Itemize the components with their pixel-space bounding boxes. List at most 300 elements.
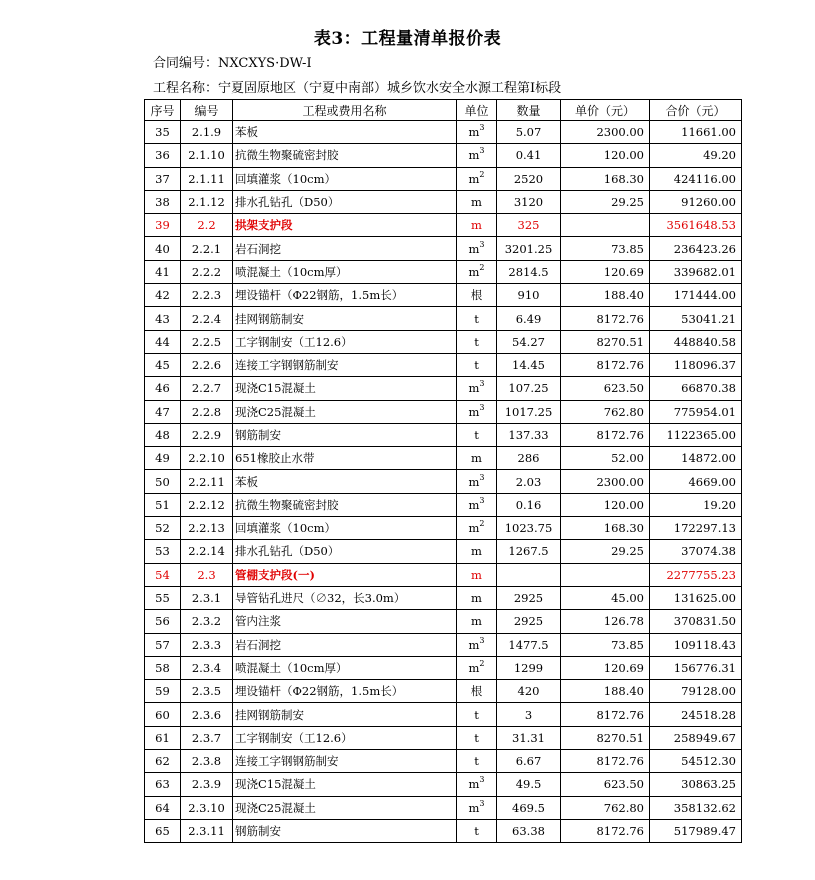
row-unit-price: 8270.51 bbox=[561, 726, 650, 749]
row-seq: 61 bbox=[145, 726, 181, 749]
row-seq: 37 bbox=[145, 167, 181, 190]
unit-label: m bbox=[471, 218, 482, 233]
row-quantity: 3201.25 bbox=[497, 237, 561, 260]
row-unit-price: 120.00 bbox=[561, 493, 650, 516]
row-seq: 38 bbox=[145, 190, 181, 213]
row-unit bbox=[457, 656, 497, 679]
unit-label: 根 bbox=[470, 684, 483, 699]
row-name: 管内注浆 bbox=[233, 610, 457, 633]
row-unit bbox=[457, 447, 497, 470]
row-total: 3561648.53 bbox=[650, 214, 742, 237]
row-unit bbox=[457, 330, 497, 353]
table-row bbox=[145, 237, 742, 260]
row-total: 79128.00 bbox=[650, 680, 742, 703]
table-row bbox=[145, 633, 742, 656]
contract-number: 合同编号：NXCXYS·DW-Ⅰ bbox=[153, 56, 312, 71]
row-total: 91260.00 bbox=[650, 190, 742, 213]
row-total: 109118.43 bbox=[650, 633, 742, 656]
row-unit-price: 29.25 bbox=[561, 540, 650, 563]
row-unit bbox=[457, 190, 497, 213]
row-unit-price: 168.30 bbox=[561, 517, 650, 540]
row-quantity: 1299 bbox=[497, 656, 561, 679]
row-code: 2.2.1 bbox=[181, 237, 233, 260]
row-code: 2.2.10 bbox=[181, 447, 233, 470]
row-unit-price: 73.85 bbox=[561, 633, 650, 656]
table-row bbox=[145, 750, 742, 773]
row-name: 苯板 bbox=[233, 121, 457, 144]
row-quantity: 5.07 bbox=[497, 121, 561, 144]
row-seq: 59 bbox=[145, 680, 181, 703]
row-unit-price: 8270.51 bbox=[561, 330, 650, 353]
unit-exponent: 3 bbox=[479, 775, 485, 785]
row-quantity: 3 bbox=[497, 703, 561, 726]
row-name: 埋设锚杆（Φ22钢筋，1.5m长） bbox=[233, 284, 457, 307]
unit-label: m bbox=[468, 660, 480, 675]
column-header-name: 工程或费用名称 bbox=[233, 100, 457, 121]
table-row bbox=[145, 307, 742, 330]
row-seq: 36 bbox=[145, 144, 181, 167]
row-code: 2.3.11 bbox=[181, 819, 233, 842]
row-seq: 54 bbox=[145, 563, 181, 586]
row-unit bbox=[457, 470, 497, 493]
table-row bbox=[145, 493, 742, 516]
row-seq: 57 bbox=[145, 633, 181, 656]
row-quantity: 910 bbox=[497, 284, 561, 307]
row-seq: 41 bbox=[145, 260, 181, 283]
table-row bbox=[145, 284, 742, 307]
unit-label: m bbox=[471, 195, 482, 210]
unit-label: m bbox=[468, 521, 480, 536]
row-code: 2.3.10 bbox=[181, 796, 233, 819]
row-unit-price: 762.80 bbox=[561, 400, 650, 423]
row-code: 2.2.4 bbox=[181, 307, 233, 330]
row-quantity: 2814.5 bbox=[497, 260, 561, 283]
row-quantity: 63.38 bbox=[497, 819, 561, 842]
row-seq: 53 bbox=[145, 540, 181, 563]
unit-label: m bbox=[468, 171, 480, 186]
bill-of-quantities-table bbox=[144, 99, 742, 843]
table-section-row bbox=[145, 563, 742, 586]
unit-label: m bbox=[468, 264, 480, 279]
row-name: 现浇C25混凝土 bbox=[233, 796, 457, 819]
row-unit-price: 188.40 bbox=[561, 284, 650, 307]
table-header-row bbox=[145, 100, 742, 121]
table-row bbox=[145, 796, 742, 819]
row-name: 现浇C15混凝土 bbox=[233, 377, 457, 400]
row-total: 49.20 bbox=[650, 144, 742, 167]
unit-label: m bbox=[468, 381, 480, 396]
row-unit bbox=[457, 586, 497, 609]
unit-label: m bbox=[471, 451, 482, 466]
unit-label: m bbox=[468, 474, 480, 489]
row-total: 448840.58 bbox=[650, 330, 742, 353]
row-name: 回填灌浆（10cm） bbox=[233, 167, 457, 190]
row-quantity: 1023.75 bbox=[497, 517, 561, 540]
row-total: 339682.01 bbox=[650, 260, 742, 283]
row-seq: 62 bbox=[145, 750, 181, 773]
unit-label: m bbox=[471, 614, 482, 629]
unit-label: t bbox=[474, 311, 479, 326]
row-total: 24518.28 bbox=[650, 703, 742, 726]
row-name: 工字钢制安（工12.6） bbox=[233, 726, 457, 749]
row-seq: 46 bbox=[145, 377, 181, 400]
row-name: 挂网钢筋制安 bbox=[233, 703, 457, 726]
row-unit-price: 126.78 bbox=[561, 610, 650, 633]
unit-label: t bbox=[474, 824, 479, 839]
table-row bbox=[145, 353, 742, 376]
unit-label: t bbox=[474, 730, 479, 745]
unit-label: t bbox=[474, 707, 479, 722]
row-total: 171444.00 bbox=[650, 284, 742, 307]
row-unit bbox=[457, 680, 497, 703]
row-code: 2.3.2 bbox=[181, 610, 233, 633]
unit-label: m bbox=[468, 497, 480, 512]
row-seq: 39 bbox=[145, 214, 181, 237]
unit-label: m bbox=[468, 800, 480, 815]
unit-label: m bbox=[471, 591, 482, 606]
row-code: 2.2.7 bbox=[181, 377, 233, 400]
row-unit bbox=[457, 167, 497, 190]
unit-exponent: 3 bbox=[479, 495, 485, 505]
row-seq: 49 bbox=[145, 447, 181, 470]
row-unit-price bbox=[561, 214, 650, 237]
row-seq: 35 bbox=[145, 121, 181, 144]
row-unit bbox=[457, 540, 497, 563]
row-unit bbox=[457, 773, 497, 796]
row-unit bbox=[457, 610, 497, 633]
row-unit-price: 8172.76 bbox=[561, 353, 650, 376]
row-total: 66870.38 bbox=[650, 377, 742, 400]
row-seq: 42 bbox=[145, 284, 181, 307]
row-unit-price: 52.00 bbox=[561, 447, 650, 470]
row-unit bbox=[457, 563, 497, 586]
row-code: 2.3 bbox=[181, 563, 233, 586]
table-row bbox=[145, 540, 742, 563]
table-row bbox=[145, 703, 742, 726]
table-row bbox=[145, 330, 742, 353]
row-quantity: 137.33 bbox=[497, 423, 561, 446]
row-unit bbox=[457, 819, 497, 842]
row-total: 1122365.00 bbox=[650, 423, 742, 446]
row-code: 2.2.5 bbox=[181, 330, 233, 353]
table-row bbox=[145, 586, 742, 609]
unit-label: t bbox=[474, 428, 479, 442]
unit-exponent: 3 bbox=[479, 798, 485, 808]
row-code: 2.3.4 bbox=[181, 656, 233, 679]
row-unit bbox=[457, 423, 497, 446]
row-seq: 56 bbox=[145, 610, 181, 633]
row-name: 钢筋制安 bbox=[233, 423, 457, 446]
row-quantity: 1017.25 bbox=[497, 400, 561, 423]
row-unit-price: 8172.76 bbox=[561, 703, 650, 726]
unit-exponent: 3 bbox=[479, 635, 485, 645]
table-row bbox=[145, 121, 742, 144]
row-code: 2.1.10 bbox=[181, 144, 233, 167]
row-quantity: 54.27 bbox=[497, 330, 561, 353]
row-quantity: 1267.5 bbox=[497, 540, 561, 563]
row-code: 2.2.11 bbox=[181, 470, 233, 493]
row-name: 苯板 bbox=[233, 470, 457, 493]
table-row bbox=[145, 190, 742, 213]
row-total: 37074.38 bbox=[650, 540, 742, 563]
row-unit bbox=[457, 284, 497, 307]
unit-label: m bbox=[468, 125, 480, 140]
table-body bbox=[145, 121, 742, 843]
table-row bbox=[145, 423, 742, 446]
row-unit-price: 623.50 bbox=[561, 773, 650, 796]
row-total: 4669.00 bbox=[650, 470, 742, 493]
table-row bbox=[145, 167, 742, 190]
row-quantity: 107.25 bbox=[497, 377, 561, 400]
row-unit bbox=[457, 377, 497, 400]
row-unit bbox=[457, 726, 497, 749]
row-seq: 44 bbox=[145, 330, 181, 353]
row-unit-price: 120.69 bbox=[561, 260, 650, 283]
row-seq: 51 bbox=[145, 493, 181, 516]
row-seq: 47 bbox=[145, 400, 181, 423]
row-total: 370831.50 bbox=[650, 610, 742, 633]
row-name: 排水孔钻孔（D50） bbox=[233, 190, 457, 213]
row-total: 775954.01 bbox=[650, 400, 742, 423]
row-name: 抗微生物聚硫密封胶 bbox=[233, 144, 457, 167]
row-unit bbox=[457, 750, 497, 773]
row-quantity bbox=[497, 563, 561, 586]
row-unit bbox=[457, 517, 497, 540]
unit-exponent: 3 bbox=[479, 239, 485, 249]
row-code: 2.2.6 bbox=[181, 353, 233, 376]
table-row bbox=[145, 470, 742, 493]
unit-label: m bbox=[471, 567, 482, 582]
row-unit bbox=[457, 307, 497, 330]
row-total: 172297.13 bbox=[650, 517, 742, 540]
row-code: 2.2.13 bbox=[181, 517, 233, 540]
row-code: 2.3.6 bbox=[181, 703, 233, 726]
row-quantity: 2.03 bbox=[497, 470, 561, 493]
unit-label: m bbox=[468, 148, 480, 163]
row-code: 2.2.3 bbox=[181, 284, 233, 307]
row-code: 2.2.9 bbox=[181, 423, 233, 446]
row-quantity: 0.16 bbox=[497, 493, 561, 516]
row-seq: 50 bbox=[145, 470, 181, 493]
row-code: 2.3.3 bbox=[181, 633, 233, 656]
row-total: 30863.25 bbox=[650, 773, 742, 796]
row-name: 导管钻孔进尺（∅32，长3.0m） bbox=[233, 586, 457, 609]
table-row bbox=[145, 260, 742, 283]
row-unit-price: 8172.76 bbox=[561, 750, 650, 773]
row-unit bbox=[457, 214, 497, 237]
row-quantity: 2925 bbox=[497, 586, 561, 609]
row-quantity: 286 bbox=[497, 447, 561, 470]
row-unit-price: 29.25 bbox=[561, 190, 650, 213]
row-total: 11661.00 bbox=[650, 121, 742, 144]
row-total: 118096.37 bbox=[650, 353, 742, 376]
table-row bbox=[145, 656, 742, 679]
unit-exponent: 2 bbox=[479, 658, 485, 668]
row-seq: 45 bbox=[145, 353, 181, 376]
table-row bbox=[145, 447, 742, 470]
row-quantity: 2520 bbox=[497, 167, 561, 190]
row-unit-price: 2300.00 bbox=[561, 470, 650, 493]
unit-label: m bbox=[468, 777, 480, 792]
row-code: 2.3.7 bbox=[181, 726, 233, 749]
unit-exponent: 3 bbox=[479, 379, 485, 389]
table-row bbox=[145, 773, 742, 796]
row-name: 回填灌浆（10cm） bbox=[233, 517, 457, 540]
table-row bbox=[145, 819, 742, 842]
row-quantity: 325 bbox=[497, 214, 561, 237]
unit-label: m bbox=[468, 404, 480, 419]
row-quantity: 6.49 bbox=[497, 307, 561, 330]
row-name: 喷混凝土（10cm厚） bbox=[233, 656, 457, 679]
row-name: 喷混凝土（10cm厚） bbox=[233, 260, 457, 283]
unit-exponent: 3 bbox=[479, 402, 485, 412]
row-code: 2.2.14 bbox=[181, 540, 233, 563]
column-header-quantity: 数量 bbox=[497, 100, 561, 121]
row-quantity: 1477.5 bbox=[497, 633, 561, 656]
column-header-unit-price: 单价（元） bbox=[561, 100, 650, 121]
row-total: 358132.62 bbox=[650, 796, 742, 819]
unit-exponent: 2 bbox=[479, 519, 485, 529]
unit-exponent: 3 bbox=[479, 146, 485, 156]
row-quantity: 469.5 bbox=[497, 796, 561, 819]
row-name: 651橡胶止水带 bbox=[233, 447, 457, 470]
row-quantity: 3120 bbox=[497, 190, 561, 213]
row-total: 424116.00 bbox=[650, 167, 742, 190]
row-total: 19.20 bbox=[650, 493, 742, 516]
row-unit-price: 623.50 bbox=[561, 377, 650, 400]
row-unit-price: 168.30 bbox=[561, 167, 650, 190]
column-header-total: 合价（元） bbox=[650, 100, 742, 121]
unit-exponent: 3 bbox=[479, 472, 485, 482]
row-unit bbox=[457, 796, 497, 819]
row-quantity: 420 bbox=[497, 680, 561, 703]
unit-label: m bbox=[468, 241, 480, 256]
row-name: 埋设锚杆（Φ22钢筋，1.5m长） bbox=[233, 680, 457, 703]
table-row bbox=[145, 377, 742, 400]
row-total: 53041.21 bbox=[650, 307, 742, 330]
row-unit bbox=[457, 237, 497, 260]
row-name: 挂网钢筋制安 bbox=[233, 307, 457, 330]
row-total: 156776.31 bbox=[650, 656, 742, 679]
unit-exponent: 3 bbox=[479, 123, 485, 133]
row-seq: 48 bbox=[145, 423, 181, 446]
row-name: 岩石洞挖 bbox=[233, 237, 457, 260]
row-name: 工字钢制安（工12.6） bbox=[233, 330, 457, 353]
row-unit bbox=[457, 400, 497, 423]
row-unit-price: 188.40 bbox=[561, 680, 650, 703]
row-code: 2.3.5 bbox=[181, 680, 233, 703]
row-quantity: 6.67 bbox=[497, 750, 561, 773]
column-header-unit: 单位 bbox=[457, 100, 497, 121]
row-name: 现浇C15混凝土 bbox=[233, 773, 457, 796]
row-name: 钢筋制安 bbox=[233, 819, 457, 842]
column-header-seq: 序号 bbox=[145, 100, 181, 121]
row-name: 排水孔钻孔（D50） bbox=[233, 540, 457, 563]
row-unit-price: 8172.76 bbox=[561, 307, 650, 330]
row-unit-price: 120.69 bbox=[561, 656, 650, 679]
row-name: 抗微生物聚硫密封胶 bbox=[233, 493, 457, 516]
row-name: 管棚支护段(一) bbox=[233, 563, 457, 586]
unit-label: t bbox=[474, 334, 479, 349]
row-code: 2.3.1 bbox=[181, 586, 233, 609]
row-unit-price: 762.80 bbox=[561, 796, 650, 819]
row-total: 2277755.23 bbox=[650, 563, 742, 586]
row-seq: 43 bbox=[145, 307, 181, 330]
column-header-code: 编号 bbox=[181, 100, 233, 121]
row-quantity: 0.41 bbox=[497, 144, 561, 167]
row-quantity: 14.45 bbox=[497, 353, 561, 376]
row-seq: 64 bbox=[145, 796, 181, 819]
row-unit-price: 2300.00 bbox=[561, 121, 650, 144]
row-total: 236423.26 bbox=[650, 237, 742, 260]
row-unit bbox=[457, 144, 497, 167]
unit-label: 根 bbox=[470, 288, 483, 303]
row-seq: 58 bbox=[145, 656, 181, 679]
row-code: 2.3.8 bbox=[181, 750, 233, 773]
row-quantity: 31.31 bbox=[497, 726, 561, 749]
row-total: 14872.00 bbox=[650, 447, 742, 470]
row-code: 2.2 bbox=[181, 214, 233, 237]
row-name: 岩石洞挖 bbox=[233, 633, 457, 656]
table-row bbox=[145, 726, 742, 749]
row-name: 现浇C25混凝土 bbox=[233, 400, 457, 423]
row-total: 131625.00 bbox=[650, 586, 742, 609]
row-quantity: 2925 bbox=[497, 610, 561, 633]
page-title: 表3：工程量清单报价表 bbox=[313, 29, 502, 49]
row-unit bbox=[457, 633, 497, 656]
row-code: 2.1.11 bbox=[181, 167, 233, 190]
row-unit-price bbox=[561, 563, 650, 586]
row-seq: 60 bbox=[145, 703, 181, 726]
row-seq: 55 bbox=[145, 586, 181, 609]
row-seq: 65 bbox=[145, 819, 181, 842]
row-code: 2.1.9 bbox=[181, 121, 233, 144]
row-unit-price: 8172.76 bbox=[561, 423, 650, 446]
table-row bbox=[145, 680, 742, 703]
row-seq: 40 bbox=[145, 237, 181, 260]
row-code: 2.2.8 bbox=[181, 400, 233, 423]
unit-label: m bbox=[471, 544, 482, 559]
unit-label: t bbox=[474, 754, 479, 769]
unit-label: t bbox=[474, 358, 479, 373]
row-unit bbox=[457, 353, 497, 376]
row-unit bbox=[457, 121, 497, 144]
row-code: 2.2.12 bbox=[181, 493, 233, 516]
row-name: 连接工字钢钢筋制安 bbox=[233, 750, 457, 773]
row-total: 54512.30 bbox=[650, 750, 742, 773]
row-unit bbox=[457, 703, 497, 726]
row-code: 2.1.12 bbox=[181, 190, 233, 213]
row-unit-price: 45.00 bbox=[561, 586, 650, 609]
row-unit-price: 73.85 bbox=[561, 237, 650, 260]
table-row bbox=[145, 517, 742, 540]
row-total: 517989.47 bbox=[650, 819, 742, 842]
row-seq: 63 bbox=[145, 773, 181, 796]
table-row bbox=[145, 400, 742, 423]
row-code: 2.2.2 bbox=[181, 260, 233, 283]
row-code: 2.3.9 bbox=[181, 773, 233, 796]
project-name: 工程名称：宁夏固原地区（宁夏中南部）城乡饮水安全水源工程第Ⅰ标段 bbox=[153, 81, 562, 96]
row-name: 连接工字钢钢筋制安 bbox=[233, 353, 457, 376]
row-quantity: 49.5 bbox=[497, 773, 561, 796]
unit-label: m bbox=[468, 637, 480, 652]
table-section-row bbox=[145, 214, 742, 237]
row-unit-price: 120.00 bbox=[561, 144, 650, 167]
row-unit bbox=[457, 493, 497, 516]
row-unit-price: 8172.76 bbox=[561, 819, 650, 842]
row-name: 拱架支护段 bbox=[233, 214, 457, 237]
unit-exponent: 2 bbox=[479, 262, 485, 272]
